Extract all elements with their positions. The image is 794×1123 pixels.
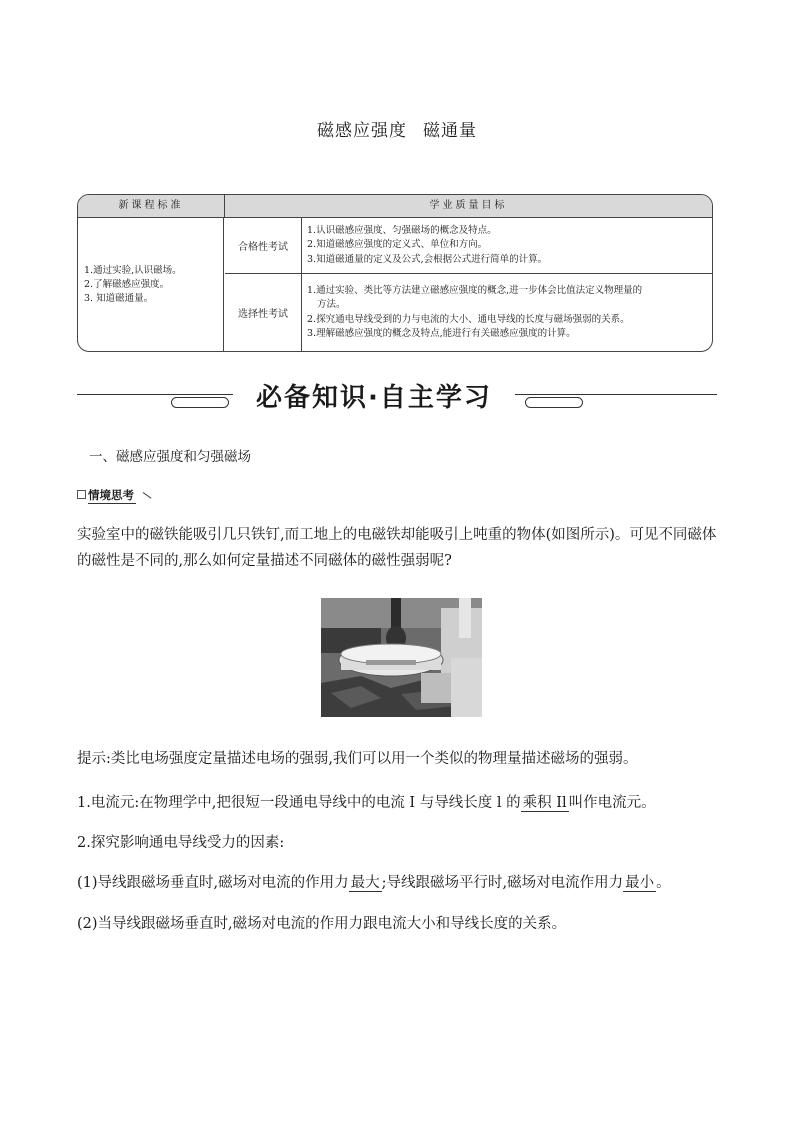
section-banner — [77, 380, 717, 420]
header-curriculum: 新课程标准 — [78, 195, 225, 217]
title-part2: 磁通量 — [423, 121, 477, 141]
point2a-text: (1)导线跟磁场垂直时,磁场对电流的作用力 — [77, 875, 349, 891]
table-row-advanced — [225, 274, 712, 351]
point1-text: 1.电流元:在物理学中,把很短一段通电导线中的电流 I 与导线长度 l 的 — [77, 795, 521, 811]
goal-item: 1.通过实验、类比等方法建立磁感应强度的概念,进一步体会比值法定义物理量的 — [307, 284, 643, 296]
point2a-text-end: 。 — [656, 875, 671, 891]
table-row-basic — [225, 218, 712, 274]
goal-item: 2.探究通电导线受到的力与电流的大小、通电导线的长度与磁场强弱的关系。 — [307, 313, 630, 325]
point2a-text-mid: ;导线跟磁场平行时,磁场对电流作用力 — [381, 875, 624, 891]
tag-label: 情境思考 — [88, 488, 134, 502]
header-quality-goals: 学业质量目标 — [429, 200, 508, 211]
answer-blank: 最大 — [350, 875, 380, 891]
level-name: 合格性考试 — [225, 218, 302, 273]
point1-text-end: 叫作电流元。 — [568, 795, 656, 811]
point-factors: 2.探究影响通电导线受力的因素: — [77, 835, 285, 851]
scenario-paragraph: 实验室中的磁铁能吸引几只铁钉,而工地上的电磁铁却能吸引上吨重的物体(如图所示)。可见不同磁体的磁性是不同的,那么如何定量描述不同磁体的磁性强弱呢? — [77, 527, 717, 569]
goal-item: 1.认识磁感应强度、匀强磁场的概念及特点。 — [307, 224, 497, 236]
level-items — [307, 274, 706, 351]
square-icon — [77, 490, 86, 499]
point-current-element — [77, 790, 717, 816]
curriculum-item: 3. 知道磁通量。 — [84, 292, 154, 304]
answer-blank: 最小 — [625, 875, 655, 891]
level-items — [307, 218, 706, 273]
standards-table — [77, 194, 713, 352]
curriculum-item: 1.通过实验,认识磁场。 — [84, 264, 182, 276]
answer-blank: 乘积 Il — [522, 795, 567, 811]
tag-underline-tail — [143, 492, 152, 499]
goal-item: 2.知道磁感应强度的定义式、单位和方向。 — [307, 239, 488, 251]
electromagnet-photo — [321, 598, 482, 717]
banner-left-ornament — [171, 397, 229, 408]
banner-right-ornament — [525, 397, 583, 408]
level-name: 选择性考试 — [225, 274, 302, 351]
electromagnet-scene — [321, 598, 482, 717]
table-header — [78, 195, 712, 218]
banner-title: 必备知识·自主学习 — [233, 380, 515, 416]
curriculum-item: 2.了解磁感应强度。 — [84, 278, 170, 290]
title-part1: 磁感应强度 — [317, 121, 407, 141]
hint-paragraph: 提示:类比电场强度定量描述电场的强弱,我们可以用一个类似的物理量描述磁场的强弱。 — [77, 751, 638, 767]
goal-item: 3.知道磁通量的定义及公式,会根据公式进行简单的计算。 — [307, 253, 548, 265]
point-factors-1 — [77, 870, 717, 896]
section-heading: 一、磁感应强度和匀强磁场 — [89, 449, 251, 465]
page-title — [0, 116, 794, 141]
goal-item: 方法。 — [317, 299, 346, 310]
point-factors-2: (2)当导线跟磁场垂直时,磁场对电流的作用力跟电流大小和导线长度的关系。 — [77, 916, 567, 932]
curriculum-cell — [78, 218, 224, 351]
goal-item: 3.理解磁感应强度的概念及特点,能进行有关磁感应强度的计算。 — [307, 328, 576, 339]
